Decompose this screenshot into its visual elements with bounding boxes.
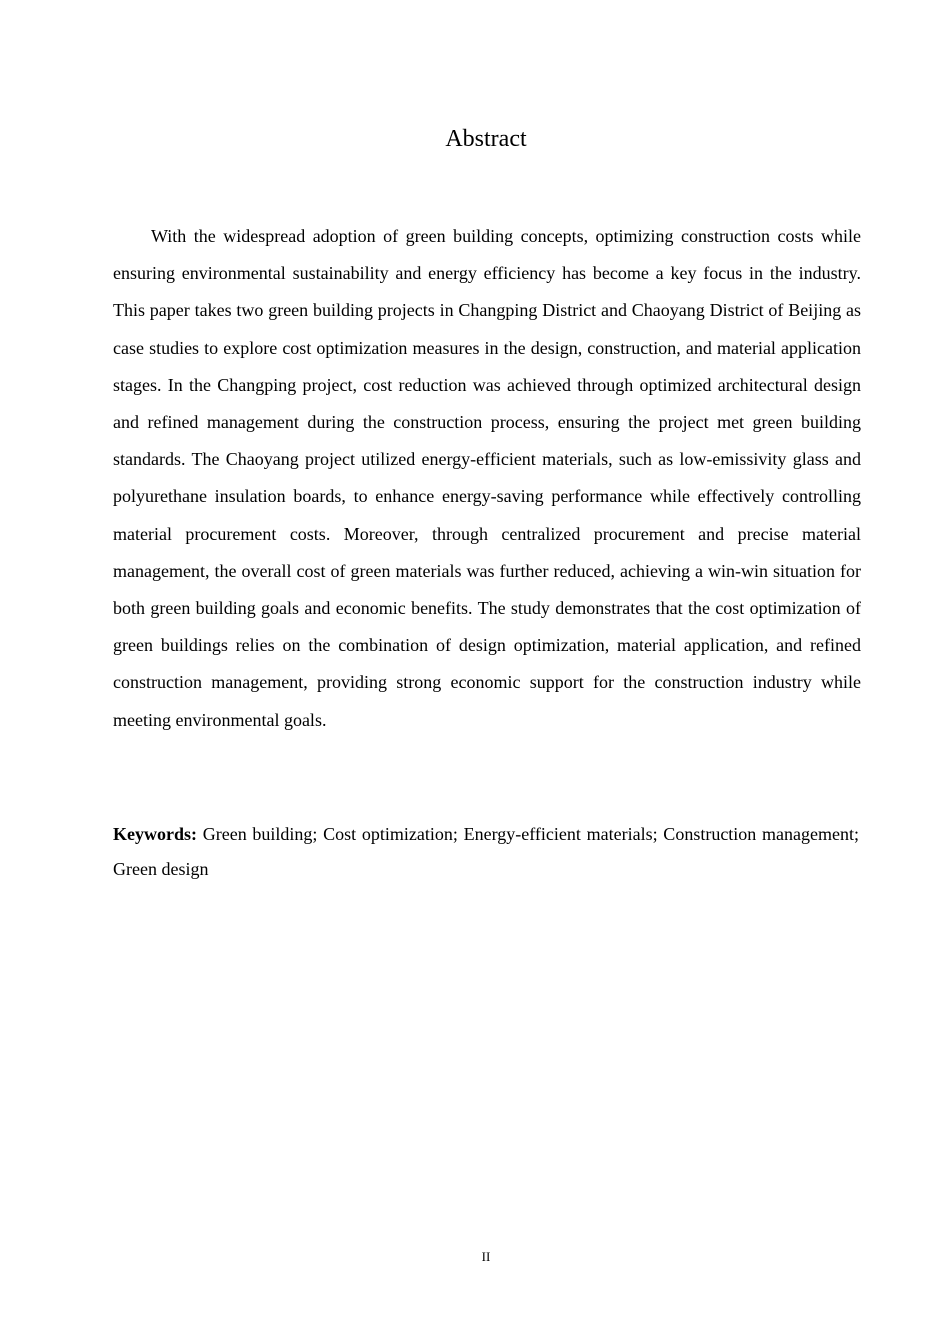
- page-number: II: [481, 1249, 491, 1264]
- keywords-paragraph: [113, 817, 859, 887]
- abstract-title: Abstract: [445, 126, 527, 152]
- keywords-list: Green building; Cost optimization; Energy-efficient materials; Construction management; Green design: [113, 824, 859, 879]
- abstract-paragraph: With the widespread adoption of green building concepts, optimizing construction costs while ensuring environmental sustainability and energy efficiency has become a key focus in the industry. This paper takes two green building projects in Changping District and Chaoyang District of Beijing as case studies to explore cost optimization measures in the design, construction, and material application stages. In the Changping project, cost reduction was achieved through optimized architectural design and refined management during the construction process, ensuring the project met green building standards. The Chaoyang project utilized energy-efficient materials, such as low-emissivity glass and polyurethane insulation boards, to enhance energy-saving performance while effectively controlling material procurement costs. Moreover, through centralized procurement and precise material management, the overall cost of green materials was further reduced, achieving a win-win situation for both green building goals and economic benefits. The study demonstrates that the cost optimization of green buildings relies on the combination of design optimization, material application, and refined construction management, providing strong economic support for the construction industry while meeting environmental goals.: [113, 226, 861, 730]
- keywords-label: Keywords:: [113, 824, 197, 844]
